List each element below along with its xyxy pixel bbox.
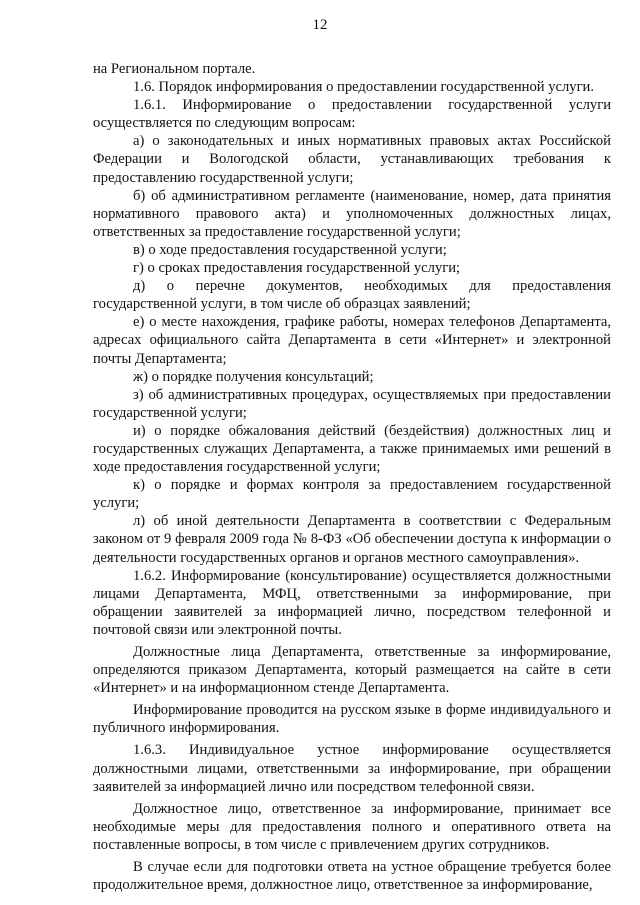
paragraph-1-6-3: 1.6.3. Индивидуальное устное информирование осуществляется должностными лицами, ответственными за информирование, при обращении заявителей за информацией лично или посредством телефонной связи. bbox=[93, 742, 611, 795]
document-body bbox=[93, 60, 611, 894]
list-item-z: з) об административных процедурах, осуществляемых при предоставлении государственной услуги; bbox=[93, 386, 611, 421]
paragraph-longer-time: В случае если для подготовки ответа на устное обращение требуется более продолжительное время, должностное лицо, ответственное за информирование, bbox=[93, 859, 611, 894]
list-item-l: л) об иной деятельности Департамента в соответствии с Федеральным законом от 9 февраля 2009 года № 8-ФЗ «Об обеспечении доступа к информации о деятельности государственных органов и органов местного самоуправления». bbox=[93, 513, 611, 566]
paragraph-1-6: 1.6. Порядок информирования о предоставлении государственной услуги. bbox=[133, 79, 595, 96]
page-number: 12 bbox=[312, 17, 328, 33]
paragraph-1-6-1: 1.6.1. Информирование о предоставлении государственной услуги осуществляется по следующим вопросам: bbox=[93, 97, 611, 132]
list-item-g: г) о сроках предоставления государственной услуги; bbox=[133, 260, 461, 277]
list-item-a: а) о законодательных и иных нормативных правовых актах Российской Федерации и Вологодской области, устанавливающих требования к предоставлению государственной услуги; bbox=[93, 133, 611, 186]
list-item-b: б) об административном регламенте (наименование, номер, дата принятия нормативного правового акта) и уполномоченных должностных лицах, ответственных за предоставление государственной услуги; bbox=[93, 187, 611, 240]
list-item-v: в) о ходе предоставления государственной услуги; bbox=[133, 241, 447, 258]
paragraph-continuation: на Региональном портале. bbox=[93, 61, 256, 77]
paragraph-language: Информирование проводится на русском языке в форме индивидуального и публичного информирования. bbox=[93, 702, 611, 737]
paragraph-officials: Должностные лица Департамента, ответственные за информирование, определяются приказом Департамента, который размещается на сайте в сети «Интернет» и на информационном стенде Департамента. bbox=[93, 644, 611, 697]
paragraph-1-6-2: 1.6.2. Информирование (консультирование) осуществляется должностными лицами Департамента, МФЦ, ответственными за информирование, при обращении заявителей за информацией лично, посредством телефонной и почтовой связи или электронной почты. bbox=[93, 567, 611, 638]
list-item-zh: ж) о порядке получения консультаций; bbox=[133, 368, 374, 385]
list-item-d: д) о перечне документов, необходимых для предоставления государственной услуги, в том числе об образцах заявлений; bbox=[93, 278, 611, 313]
list-item-i: и) о порядке обжалования действий (бездействия) должностных лиц и государственных служащих Департамента, а также принимаемых ими решений в ходе предоставления государственной услуги; bbox=[93, 422, 611, 476]
list-item-e: е) о месте нахождения, графике работы, номерах телефонов Департамента, адресах официального сайта Департамента в сети «Интернет» и электронной почты Департамента; bbox=[93, 314, 611, 367]
list-item-k: к) о порядке и формах контроля за предоставлением государственной услуги; bbox=[93, 477, 611, 512]
paragraph-measures: Должностное лицо, ответственное за информирование, принимает все необходимые меры для предоставления полного и оперативного ответа на поставленные вопросы, в том числе с привлечением других сотрудников. bbox=[93, 800, 611, 853]
